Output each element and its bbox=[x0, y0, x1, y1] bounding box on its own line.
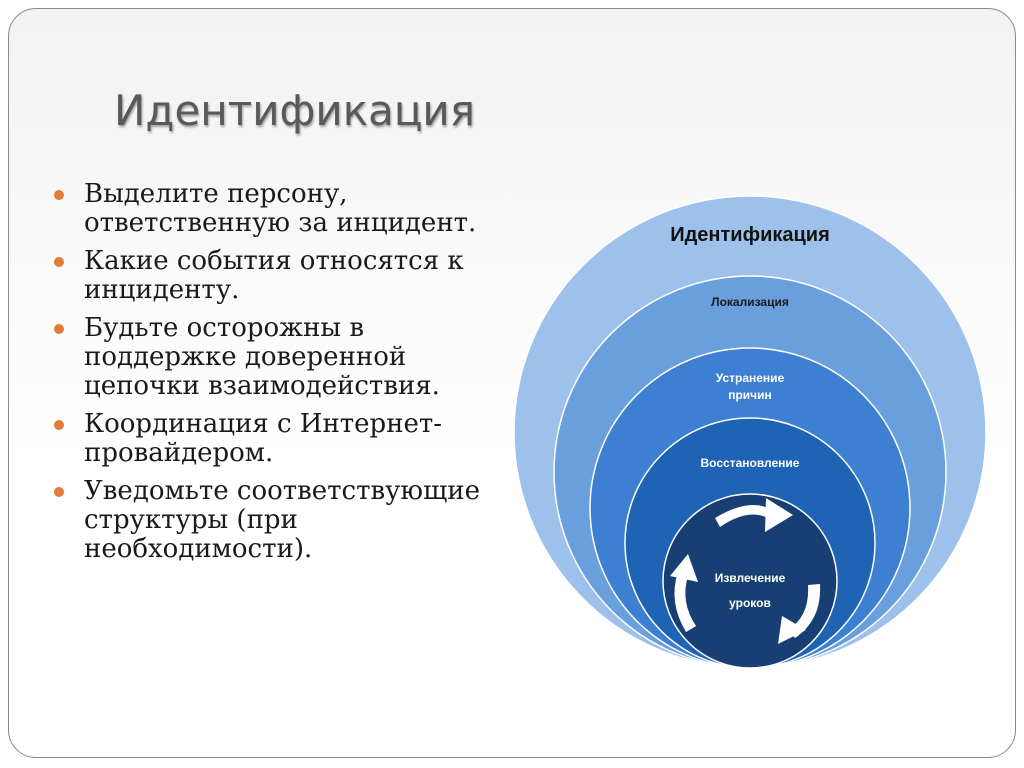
diagram-svg bbox=[510, 192, 990, 672]
ring-label-elimination-line2: причин bbox=[728, 388, 772, 402]
bullet-marker bbox=[54, 420, 64, 430]
ring-label-lessons-line1: Извлечение bbox=[714, 571, 786, 585]
ring-label-elimination-line1: Устранение bbox=[715, 371, 785, 385]
bullet-marker bbox=[54, 190, 64, 200]
bullet-marker bbox=[54, 257, 64, 267]
bullet-marker bbox=[54, 324, 64, 334]
nested-circles-diagram bbox=[510, 192, 990, 672]
bullet-item bbox=[52, 314, 502, 401]
bullet-text: Выделите персону, ответственную за инцидент. bbox=[84, 179, 477, 238]
bullet-marker bbox=[54, 487, 64, 497]
bullet-item bbox=[52, 180, 502, 238]
slide-title: Идентификация bbox=[114, 86, 475, 135]
bullet-item bbox=[52, 477, 502, 564]
bullet-text: Будьте осторожны в поддержке доверенной цепочки взаимодействия. bbox=[84, 313, 440, 401]
ring-label-recovery: Восстановление bbox=[700, 456, 800, 470]
bullet-text: Координация с Интернет-провайдером. bbox=[84, 409, 443, 468]
ring-label-lessons-line2: уроков bbox=[729, 596, 771, 610]
bullet-list bbox=[52, 180, 502, 573]
bullet-text: Какие события относятся к инциденту. bbox=[84, 246, 464, 305]
ring-label-localization: Локализация bbox=[711, 295, 789, 309]
bullet-item bbox=[52, 247, 502, 305]
bullet-item bbox=[52, 410, 502, 468]
ring-label-identification: Идентификация bbox=[670, 224, 830, 246]
bullet-text: Уведомьте соответствующие структуры (при необходимости). bbox=[84, 476, 480, 564]
